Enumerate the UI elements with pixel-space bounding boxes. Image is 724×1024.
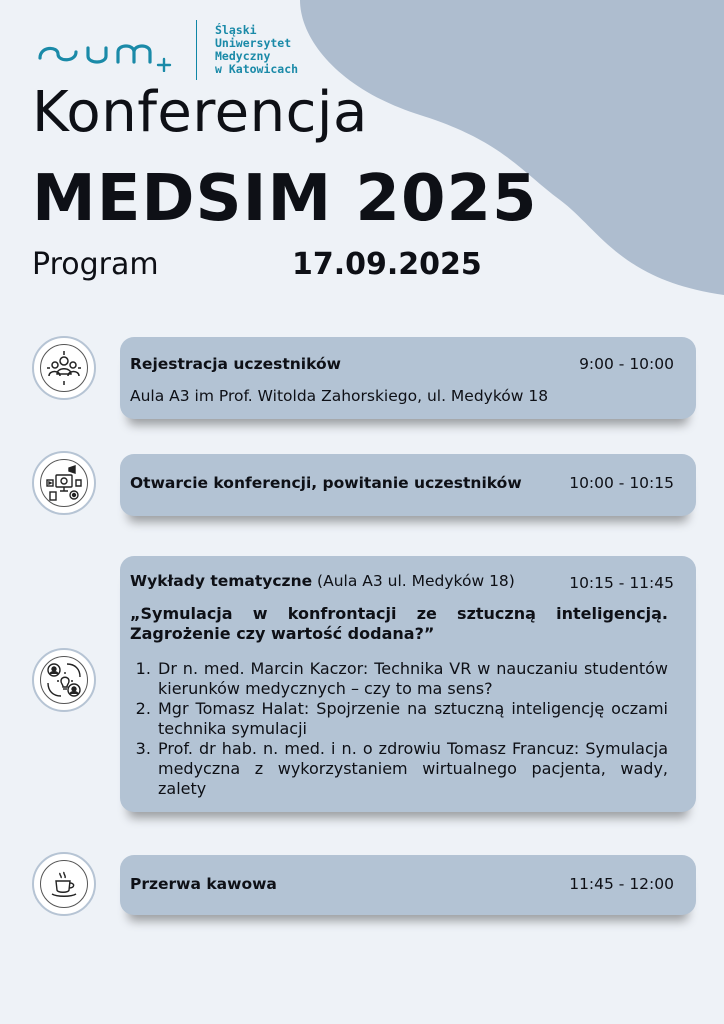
schedule-card-lectures [120,556,696,812]
quote-line: „Symulacja w konfrontacji ze sztuczną inteligencją. [130,604,668,623]
item-title: Rejestracja uczestników [130,355,341,373]
item-time: 10:15 - 11:45 [569,574,674,592]
university-name [215,24,355,76]
sum-logo-mark [36,32,186,72]
title-konferencja: Konferencja [32,80,368,145]
participants-icon [46,350,82,386]
coffee-icon [47,867,81,901]
participants-icon-badge [32,336,96,400]
schedule-card-coffee-break [120,855,696,915]
university-name-line: Medyczny [215,49,271,63]
list-item: 1. Dr n. med. Marcin Kaczor: Technika VR w nauczaniu studentów kierunków medycznych – czy to ma sens? [156,659,668,699]
program-label: Program [32,247,159,282]
quote-line: Zagrożenie czy wartość dodana?” [130,624,435,643]
presentation-icon-badge [32,451,96,515]
lecture-list [130,659,668,799]
university-name-line: Śląski [215,23,257,37]
list-item: 2. Mgr Tomasz Halat: Spojrzenie na sztuczną inteligencję oczami technika symulacji [156,699,668,739]
item-location: Aula A3 im Prof. Witolda Zahorskiego, ul. Medyków 18 [130,387,549,405]
schedule-card-opening [120,454,696,516]
title-medsim: MEDSIM 2025 [32,162,538,236]
item-time: 10:00 - 10:15 [569,474,674,492]
lectures-location: (Aula A3 ul. Medyków 18) [312,572,515,590]
list-item: 3. Prof. dr hab. n. med. i n. o zdrowiu Tomasz Francuz: Symulacja medyczna z wykorzystaniem wirtualnego pacjenta, wady, zalety [156,739,668,799]
schedule-card-registration [120,337,696,419]
presentation-icon [45,464,83,502]
lectures-title: Wykłady tematyczne [130,572,313,590]
ideas-icon-badge [32,648,96,712]
item-title [130,572,515,590]
event-date: 17.09.2025 [292,247,482,282]
item-time: 11:45 - 12:00 [569,875,674,893]
logo-divider [196,20,197,80]
item-title: Przerwa kawowa [130,875,277,893]
university-name-line: w Katowicach [215,62,299,76]
item-title: Otwarcie konferencji, powitanie uczestników [130,474,522,492]
ideas-icon [45,661,83,699]
lecture-theme-quote [130,604,668,644]
item-time: 9:00 - 10:00 [579,355,674,373]
coffee-icon-badge [32,852,96,916]
university-name-line: Uniwersytet [215,36,292,50]
